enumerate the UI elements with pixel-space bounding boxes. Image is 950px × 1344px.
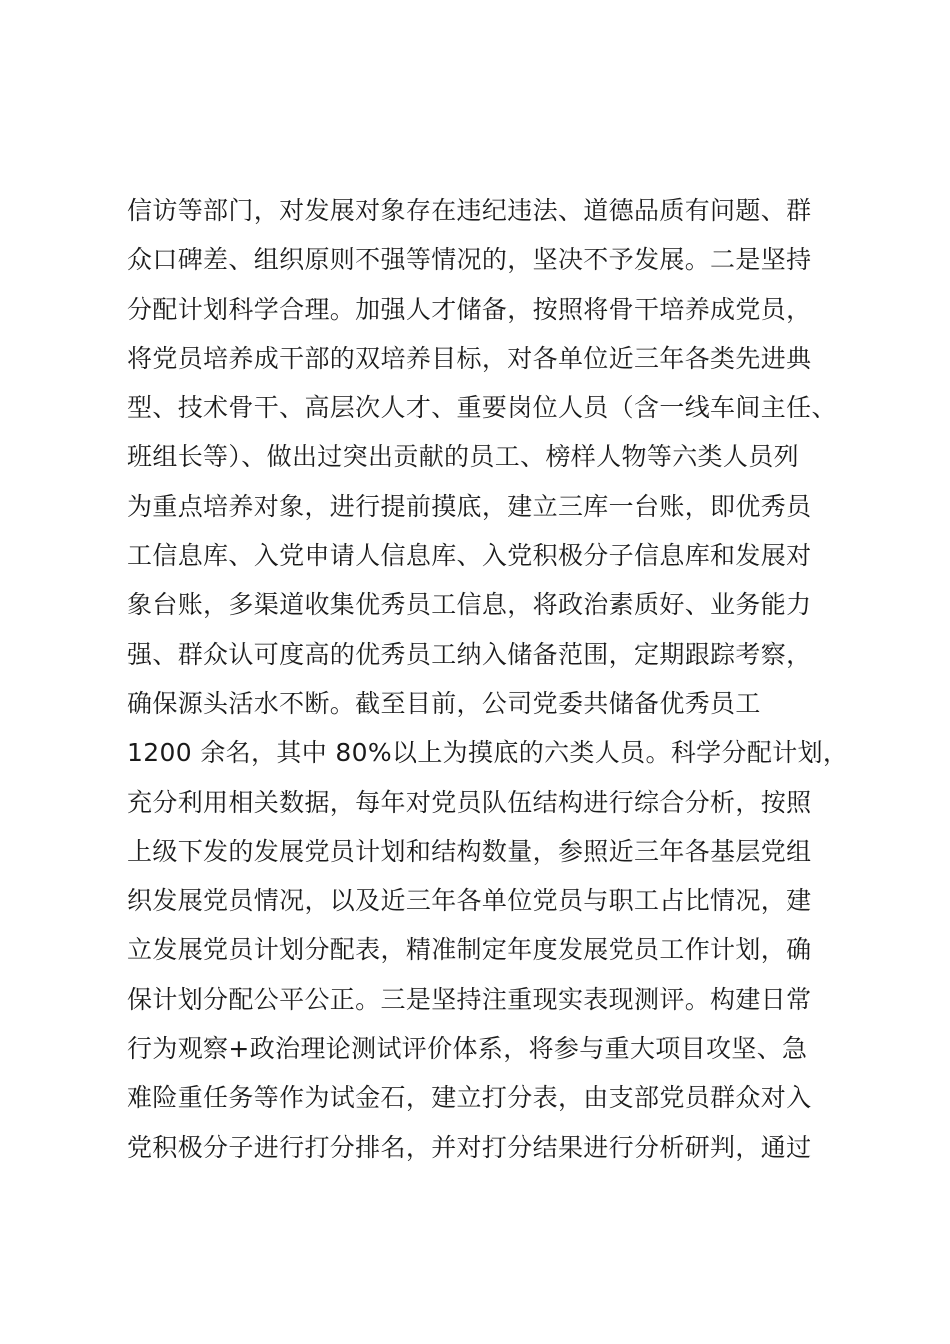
body-text bbox=[127, 186, 867, 1172]
text-line: 强、群众认可度高的优秀员工纳入储备范围，定期跟踪考察， bbox=[127, 639, 812, 669]
text-line: 象台账，多渠道收集优秀员工信息，将政治素质好、业务能力 bbox=[127, 590, 812, 620]
text-line: 行为观察+政治理论测试评价体系，将参与重大项目攻坚、急 bbox=[127, 1034, 808, 1064]
text-line: 信访等部门，对发展对象存在违纪违法、道德品质有问题、群 bbox=[127, 196, 812, 225]
text-line: 为重点培养对象，进行提前摸底，建立三库一台账，即优秀员 bbox=[127, 491, 812, 521]
text-line: 上级下发的发展党员计划和结构数量，参照近三年各基层党组 bbox=[127, 836, 812, 866]
text-line: 织发展党员情况，以及近三年各单位党员与职工占比情况，建 bbox=[127, 886, 812, 916]
text-line: 立发展党员计划分配表，精准制定年度发展党员工作计划，确 bbox=[127, 935, 812, 965]
text-line: 将党员培养成干部的双培养目标，对各单位近三年各类先进典 bbox=[127, 343, 812, 373]
text-line: 众口碑差、组织原则不强等情况的，坚决不予发展。二是坚持 bbox=[127, 245, 812, 275]
text-line: 充分利用相关数据，每年对党员队伍结构进行综合分析，按照 bbox=[127, 787, 812, 817]
text-line: 班组长等）、做出过突出贡献的员工、榜样人物等六类人员列 bbox=[127, 442, 799, 472]
text-line: 确保源头活水不断。截至目前，公司党委共储备优秀员工 bbox=[127, 688, 761, 718]
text-line: 分配计划科学合理。加强人才储备，按照将骨干培养成党员， bbox=[127, 294, 812, 324]
text-line: 型、技术骨干、高层次人才、重要岗位人员（含一线车间主任、 bbox=[127, 393, 837, 423]
text-line: 保计划分配公平公正。三是坚持注重现实表现测评。构建日常 bbox=[127, 984, 812, 1014]
text-line: 难险重任务等作为试金石，建立打分表，由支部党员群众对入 bbox=[127, 1083, 812, 1113]
text-line: 工信息库、入党申请人信息库、入党积极分子信息库和发展对 bbox=[127, 541, 812, 571]
text-line: 党积极分子进行打分排名，并对打分结果进行分析研判，通过 bbox=[127, 1132, 812, 1162]
text-line: 1200 余名，其中 80%以上为摸底的六类人员。科学分配计划， bbox=[127, 738, 849, 768]
